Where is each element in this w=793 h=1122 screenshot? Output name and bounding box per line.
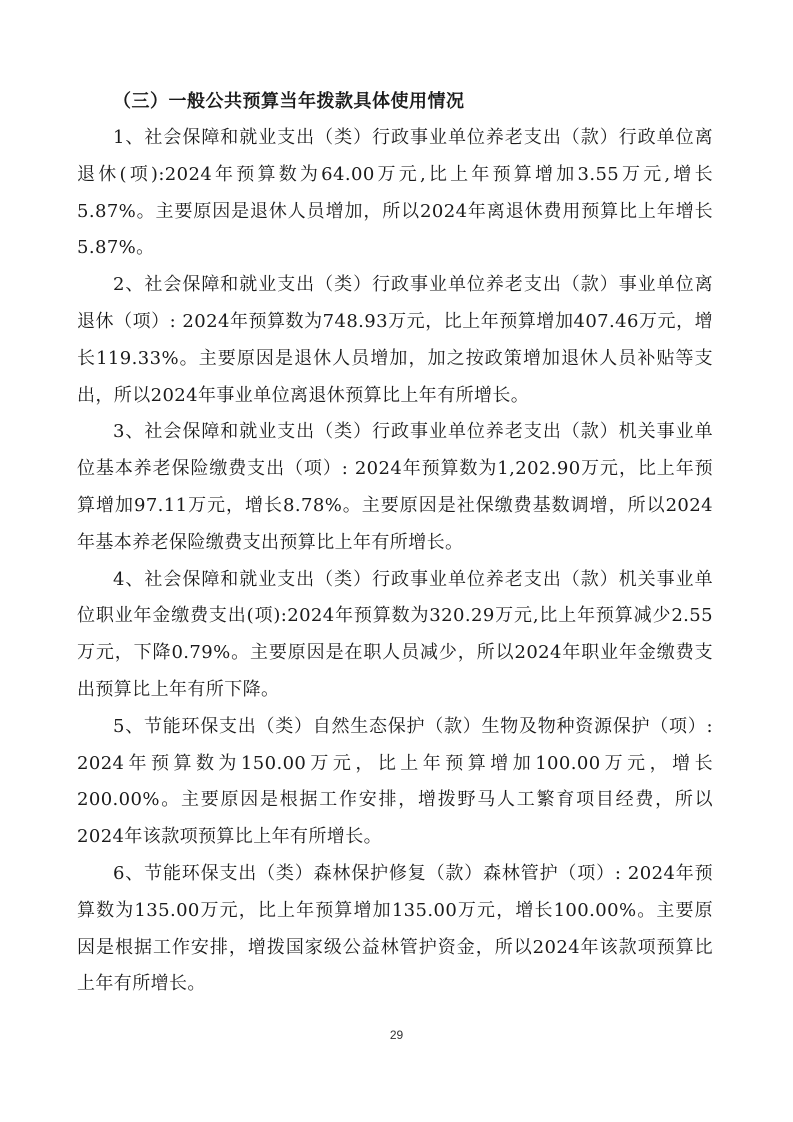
paragraph-item-2: 2、社会保障和就业支出（类）行政事业单位养老支出（款）事业单位离退休（项）: 2024年预算数为748.93万元，比上年预算增加407.46万元，增长119.33%。主要原因是退休人员增加，加之按政策增加退休人员补贴等支出，所以2024年事业单位离退休预算比上年有所增长。: [77, 274, 713, 406]
paragraph-item-5: 5、节能环保支出（类）自然生态保护（款）生物及物种资源保护（项）: 2024年预算数为150.00万元，比上年预算增加100.00万元，增长200.00%。主要原因是根据工作安排，增拨野马人工繁育项目经费，所以2024年该款项预算比上年有所增长。: [77, 715, 713, 848]
paragraph-item-4: 4、社会保障和就业支出（类）行政事业单位养老支出（款）机关事业单位职业年金缴费支出(项):2024年预算数为320.29万元,比上年预算减少2.55万元，下降0.79%。主要原因是在职人员减少，所以2024年职业年金缴费支出预算比上年有所下降。: [77, 568, 713, 700]
page-content: [77, 84, 713, 1003]
section-heading: （三）一般公共预算当年拨款具体使用情况: [113, 91, 465, 112]
paragraph-item-1: 1、社会保障和就业支出（类）行政事业单位养老支出（款）行政单位离退休(项):2024年预算数为64.00万元,比上年预算增加3.55万元,增长5.87%。主要原因是退休人员增加，所以2024年离退休费用预算比上年增长5.87%。: [77, 127, 713, 259]
paragraph-item-6: 6、节能环保支出（类）森林保护修复（款）森林管护（项）: 2024年预算数为135.00万元，比上年预算增加135.00万元，增长100.00%。主要原因是根据工作安排，增拨国家级公益林管护资金，所以2024年该款项预算比上年有所增长。: [77, 862, 713, 995]
page-number: 29: [389, 1028, 404, 1042]
paragraph-item-3: 3、社会保障和就业支出（类）行政事业单位养老支出（款）机关事业单位基本养老保险缴费支出（项）: 2024年预算数为1,202.90万元，比上年预算增加97.11万元，增长8.78%。主要原因是社保缴费基数调增，所以2024年基本养老保险缴费支出预算比上年有所增长。: [77, 421, 713, 553]
